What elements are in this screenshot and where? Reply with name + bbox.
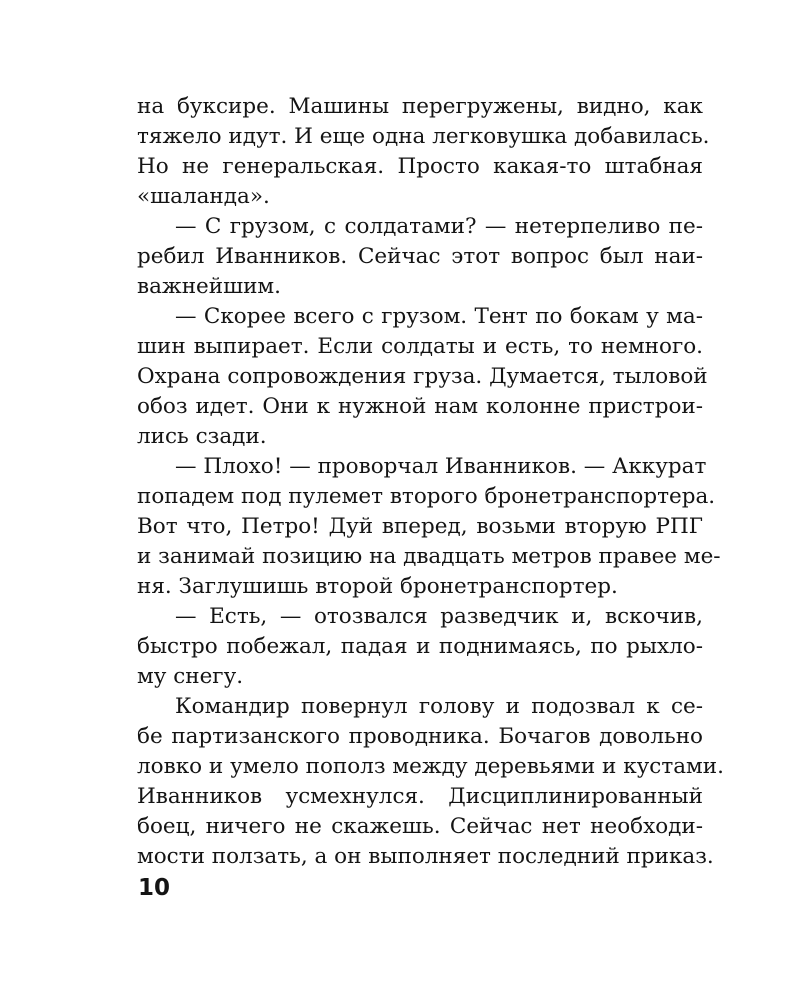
text-line: важнейшим.	[137, 274, 281, 299]
text-line: Но не генеральская. Просто какая-то штабная	[137, 154, 703, 179]
text-line: Командир повернул голову и подозвал к се-	[175, 694, 703, 719]
text-line: ня. Заглушишь второй бронетранспортер.	[137, 574, 618, 599]
text-line: шин выпирает. Если солдаты и есть, то немного.	[137, 334, 703, 359]
text-line: обоз идет. Они к нужной нам колонне пристрои-	[137, 394, 703, 419]
text-line: — Плохо! — проворчал Иванников. — Аккурат	[175, 454, 707, 479]
text-line: — Скорее всего с грузом. Тент по бокам у ма-	[175, 304, 703, 329]
text-line: попадем под пулемет второго бронетранспортера.	[137, 484, 716, 509]
text-line: ребил Иванников. Сейчас этот вопрос был наи-	[137, 244, 703, 269]
text-line: бе партизанского проводника. Бочагов довольно	[137, 724, 703, 749]
text-line: быстро побежал, падая и поднимаясь, по рыхло-	[137, 634, 703, 659]
text-line: и занимай позицию на двадцать метров правее ме-	[137, 544, 721, 569]
text-line: боец, ничего не скажешь. Сейчас нет необходи-	[137, 814, 703, 839]
text-line: мости ползать, а он выполняет последний приказ.	[137, 844, 714, 869]
text-line: лись сзади.	[137, 424, 267, 449]
text-line: «шаланда».	[137, 184, 270, 209]
body-text	[137, 92, 724, 872]
text-line: тяжело идут. И еще одна легковушка добавилась.	[137, 124, 710, 149]
text-line: Вот что, Петро! Дуй вперед, возьми вторую РПГ	[137, 514, 703, 539]
text-line: ловко и умело пополз между деревьями и кустами.	[137, 754, 724, 779]
text-line: — С грузом, с солдатами? — нетерпеливо пе-	[175, 214, 703, 239]
text-line: на буксире. Машины перегружены, видно, как	[137, 94, 703, 119]
text-line: Иванников усмехнулся. Дисциплинированный	[137, 784, 703, 809]
page-number: 10	[138, 875, 171, 901]
text-line: — Есть, — отозвался разведчик и, вскочив,	[175, 604, 703, 629]
text-line: му снегу.	[137, 664, 244, 689]
text-line: Охрана сопровождения груза. Думается, тыловой	[137, 364, 708, 389]
